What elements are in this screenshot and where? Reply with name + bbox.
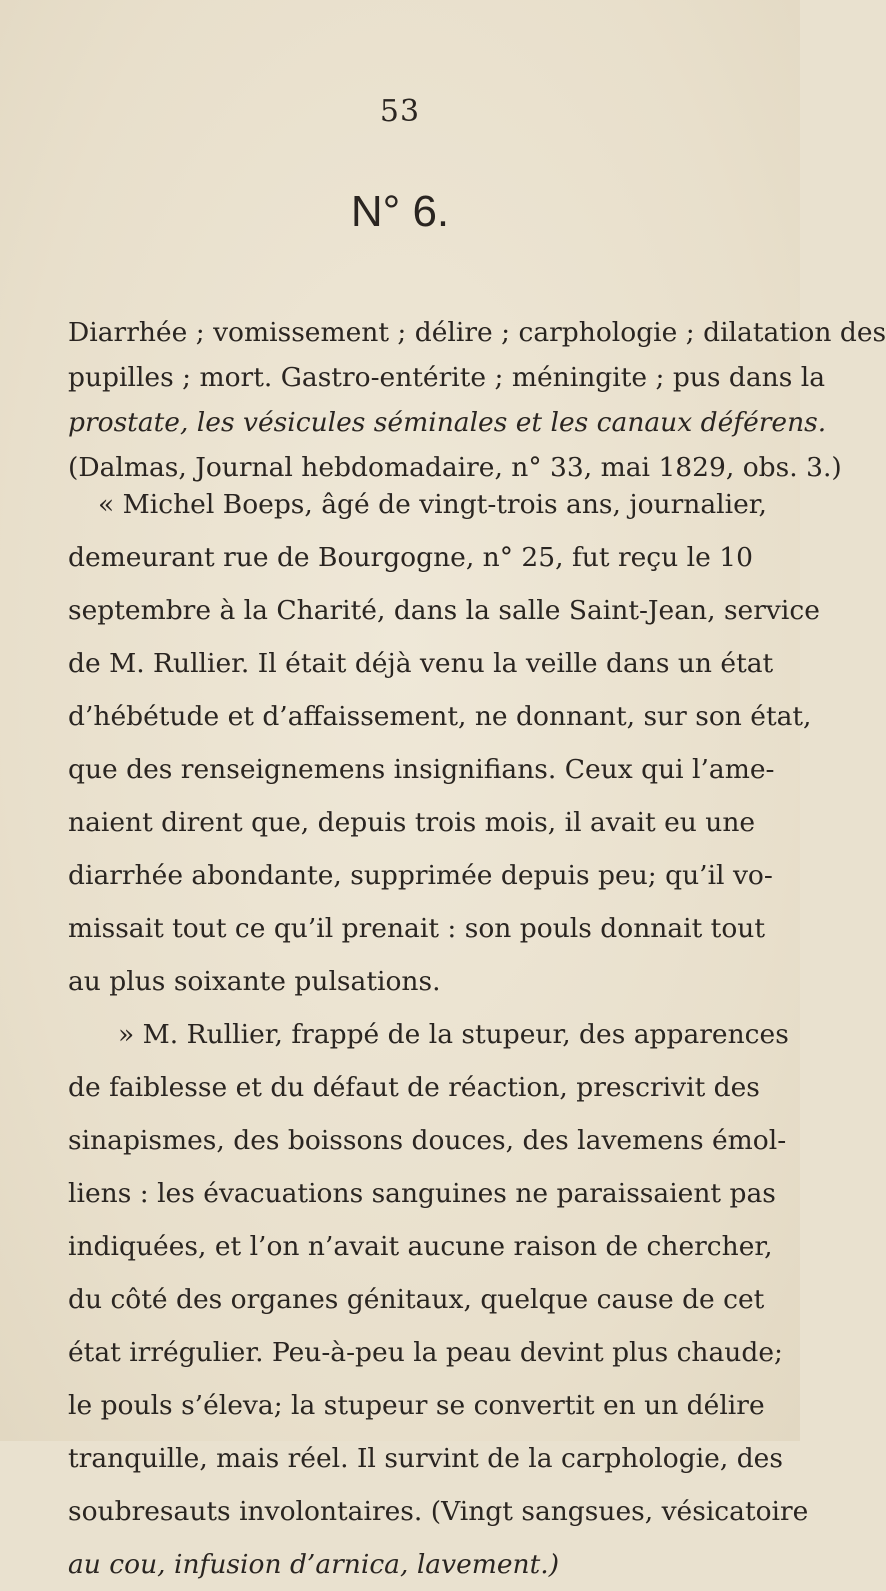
summary-line-italic: prostate, les vésicules séminales et les canaux déférens. [68, 407, 827, 438]
observation-line: septembre à la Charité, dans la salle Saint-Jean, service [68, 595, 820, 626]
case-observation [68, 478, 820, 1591]
page-number: 53 [379, 94, 421, 129]
summary-line: Diarrhée ; vomissement ; délire ; carphologie ; dilatation des [68, 317, 886, 348]
summary-line [68, 400, 827, 445]
observation-line [68, 1538, 733, 1591]
summary-line [68, 355, 825, 400]
summary-line-text: pupilles ; mort. Gastro-entérite ; méningite ; pus dans la [68, 362, 825, 393]
observation-line: liens : les évacuations sanguines ne paraissaient pas [68, 1178, 776, 1209]
observation-line: que des renseignemens insignifians. Ceux qui l’ame- [68, 754, 775, 785]
observation-line: d’hébétude et d’affaissement, ne donnant, sur son état, [68, 701, 812, 732]
observation-line: de faiblesse et du défaut de réaction, prescrivit des [68, 1072, 760, 1103]
observation-line: diarrhée abondante, supprimée depuis peu; qu’il vo- [68, 860, 773, 891]
observation-line: le pouls s’éleva; la stupeur se convertit en un délire [68, 1390, 765, 1421]
observation-line: « Michel Boeps, âgé de vingt-trois ans, journalier, [98, 489, 767, 520]
observation-paragraph [68, 478, 820, 1591]
observation-line: soubresauts involontaires. (Vingt sangsues, vésicatoire [68, 1496, 809, 1527]
observation-line: demeurant rue de Bourgogne, n° 25, fut reçu le 10 [68, 542, 753, 573]
case-summary [68, 310, 886, 490]
observation-line: missait tout ce qu’il prenait : son pouls donnait tout [68, 913, 765, 944]
observation-line: état irrégulier. Peu-à-peu la peau devint plus chaude; [68, 1337, 783, 1368]
observation-line-italic: au cou, infusion d’arnica, lavement.) [68, 1549, 560, 1580]
observation-line: sinapismes, des boissons douces, des lavemens émol- [68, 1125, 787, 1156]
observation-line: du côté des organes génitaux, quelque cause de cet [68, 1284, 765, 1315]
summary-line: (Dalmas, Journal hebdomadaire, n° 33, mai 1829, obs. 3.) [68, 452, 842, 483]
observation-line: » M. Rullier, frappé de la stupeur, des apparences [118, 1019, 789, 1050]
observation-line: indiquées, et l’on n’avait aucune raison de chercher, [68, 1231, 773, 1262]
case-heading: N° 6. [350, 187, 450, 236]
observation-line: tranquille, mais réel. Il survint de la carphologie, des [68, 1443, 783, 1474]
observation-line: de M. Rullier. Il était déjà venu la veille dans un état [68, 648, 774, 679]
observation-line: au plus soixante pulsations. [68, 966, 441, 997]
observation-line: naient dirent que, depuis trois mois, il avait eu une [68, 807, 756, 838]
summary-paragraph [68, 310, 886, 490]
